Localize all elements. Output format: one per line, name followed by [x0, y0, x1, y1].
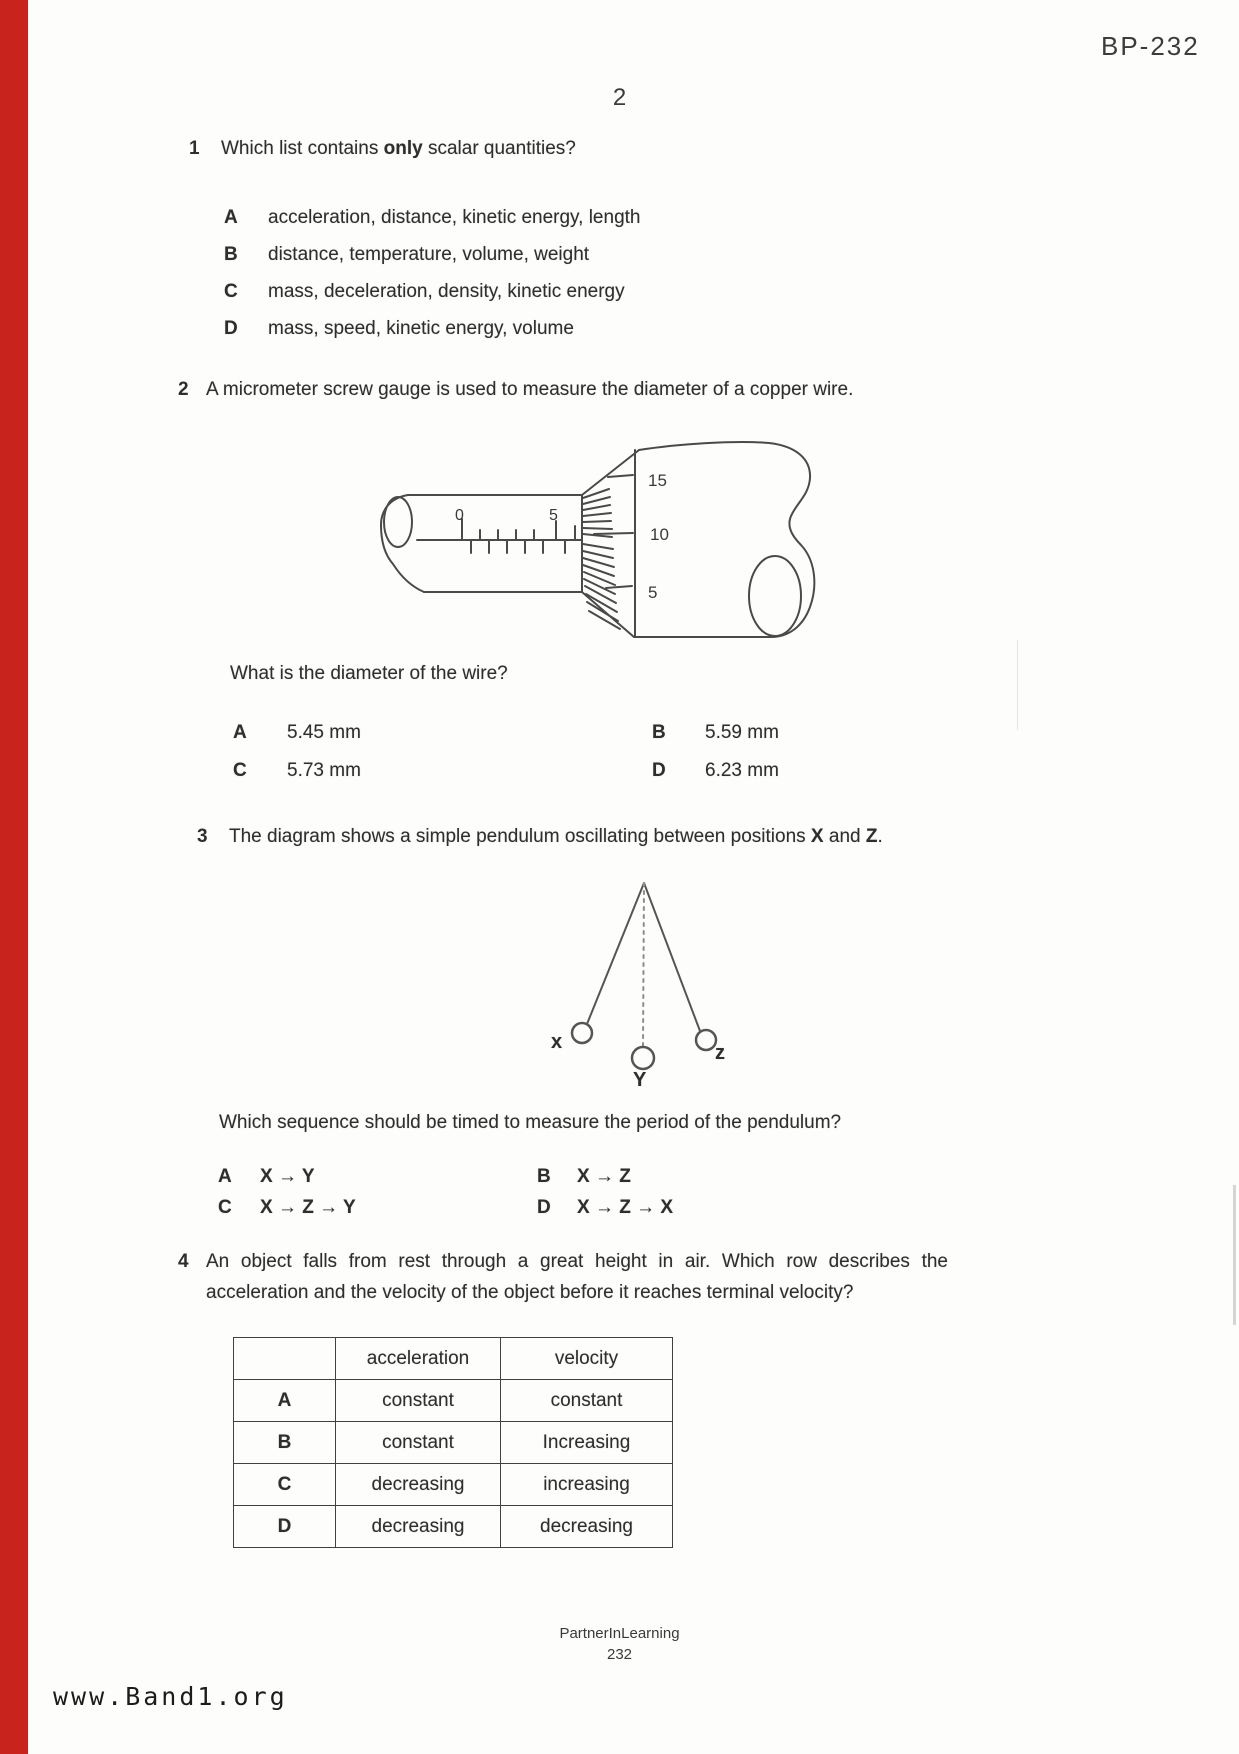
q2-option-a-text: 5.45 mm — [287, 722, 361, 743]
scan-fold-artifact — [1017, 640, 1018, 730]
q3-option-d-text: X → Z → X — [577, 1197, 674, 1218]
row-d-velocity: decreasing — [501, 1506, 673, 1548]
scan-edge-artifact — [1233, 1185, 1236, 1325]
q1-text — [221, 138, 576, 160]
row-a-label: A — [234, 1380, 336, 1422]
bob-y — [632, 1047, 654, 1069]
q3-text-before: The diagram shows a simple pendulum oscillating between positions — [229, 826, 811, 847]
q4-text-line2: acceleration and the velocity of the object before it reaches terminal velocity? — [206, 1282, 854, 1303]
q1-text-after: scalar quantities? — [422, 138, 576, 159]
q3-option-c-text: X → Z → Y — [260, 1197, 356, 1218]
q4-table — [233, 1337, 673, 1548]
thimble-scale-15-label: 15 — [648, 471, 667, 490]
row-b-label: B — [234, 1422, 336, 1464]
q3-option-d-label: D — [537, 1197, 551, 1218]
sleeve-scale-0-label: 0 — [455, 507, 464, 524]
q3-number: 3 — [197, 826, 208, 847]
row-c-acceleration: decreasing — [336, 1464, 501, 1506]
doc-code: BP-232 — [1101, 31, 1200, 61]
table-header-velocity: velocity — [501, 1338, 673, 1380]
q3-text-after: . — [877, 826, 883, 847]
q3-option-a-text: X → Y — [260, 1166, 315, 1187]
pendulum-label-y: Y — [633, 1069, 647, 1091]
thimble-scale-5-label: 5 — [648, 583, 658, 602]
q3-subquestion: Which sequence should be timed to measure the period of the pendulum? — [219, 1112, 842, 1133]
q2-option-b-text: 5.59 mm — [705, 722, 779, 743]
row-c-label: C — [234, 1464, 336, 1506]
q1-option-d-text: mass, speed, kinetic energy, volume — [268, 318, 574, 339]
footer-page-code: 232 — [606, 1646, 633, 1663]
q3-option-a-label: A — [218, 1166, 232, 1187]
q4-text-line1: An object falls from rest through a great height in air. Which row describes the — [206, 1251, 948, 1272]
row-d-label: D — [234, 1506, 336, 1548]
bob-x — [572, 1023, 592, 1043]
q1-option-d-label: D — [224, 318, 238, 339]
micrometer-outline — [381, 442, 814, 637]
watermark-url: www.Band1.org — [53, 1682, 288, 1711]
q2-option-b-label: B — [652, 722, 666, 743]
page-number: 2 — [612, 84, 627, 111]
q2-option-a-label: A — [233, 722, 247, 743]
table-header-acceleration: acceleration — [336, 1338, 501, 1380]
q1-option-a-text: acceleration, distance, kinetic energy, length — [268, 207, 641, 228]
q1-option-c-label: C — [224, 281, 238, 302]
q3-option-b-label: B — [537, 1166, 551, 1187]
table-row — [234, 1380, 673, 1422]
q1-text-bold: only — [383, 138, 423, 159]
pendulum-strings — [587, 883, 700, 1047]
q3-option-c-label: C — [218, 1197, 232, 1218]
q1-option-a-label: A — [224, 207, 238, 228]
q2-subquestion: What is the diameter of the wire? — [230, 663, 508, 684]
q1-option-b-text: distance, temperature, volume, weight — [268, 244, 590, 265]
table-header-row — [234, 1338, 673, 1380]
thimble-scale-10-label: 10 — [650, 525, 669, 544]
table-corner-cell — [234, 1338, 336, 1380]
q3-text-bold-x: X — [810, 826, 824, 847]
q2-option-c-text: 5.73 mm — [287, 760, 361, 781]
bob-z — [696, 1030, 716, 1050]
table-row — [234, 1422, 673, 1464]
q1-number: 1 — [189, 138, 200, 159]
footer-partner-text: PartnerInLearning — [559, 1625, 680, 1642]
q2-text: A micrometer screw gauge is used to measure the diameter of a copper wire. — [206, 379, 854, 400]
pendulum-label-z: z — [715, 1042, 725, 1064]
row-b-acceleration: constant — [336, 1422, 501, 1464]
q2-number: 2 — [178, 379, 189, 400]
row-a-velocity: constant — [501, 1380, 673, 1422]
row-c-velocity: increasing — [501, 1464, 673, 1506]
table-row — [234, 1506, 673, 1548]
row-a-acceleration: constant — [336, 1380, 501, 1422]
q3-text-mid: and — [823, 826, 866, 847]
micrometer-diagram — [372, 425, 822, 660]
q3-option-b-text: X → Z — [577, 1166, 631, 1187]
q3-text-bold-z: Z — [865, 826, 878, 847]
q1-option-b-label: B — [224, 244, 238, 265]
row-d-acceleration: decreasing — [336, 1506, 501, 1548]
q2-option-d-label: D — [652, 760, 666, 781]
left-red-edge-bar — [0, 0, 28, 1754]
q1-text-before: Which list contains — [221, 138, 384, 159]
q4-number: 4 — [178, 1251, 189, 1272]
q2-option-d-text: 6.23 mm — [705, 760, 779, 781]
sleeve-scale-5-label: 5 — [549, 507, 558, 524]
q1-option-c-text: mass, deceleration, density, kinetic energy — [268, 281, 625, 302]
pendulum-label-x: x — [551, 1031, 563, 1053]
q2-option-c-label: C — [233, 760, 247, 781]
row-b-velocity: Increasing — [501, 1422, 673, 1464]
q3-text — [229, 826, 883, 848]
table-row — [234, 1464, 673, 1506]
